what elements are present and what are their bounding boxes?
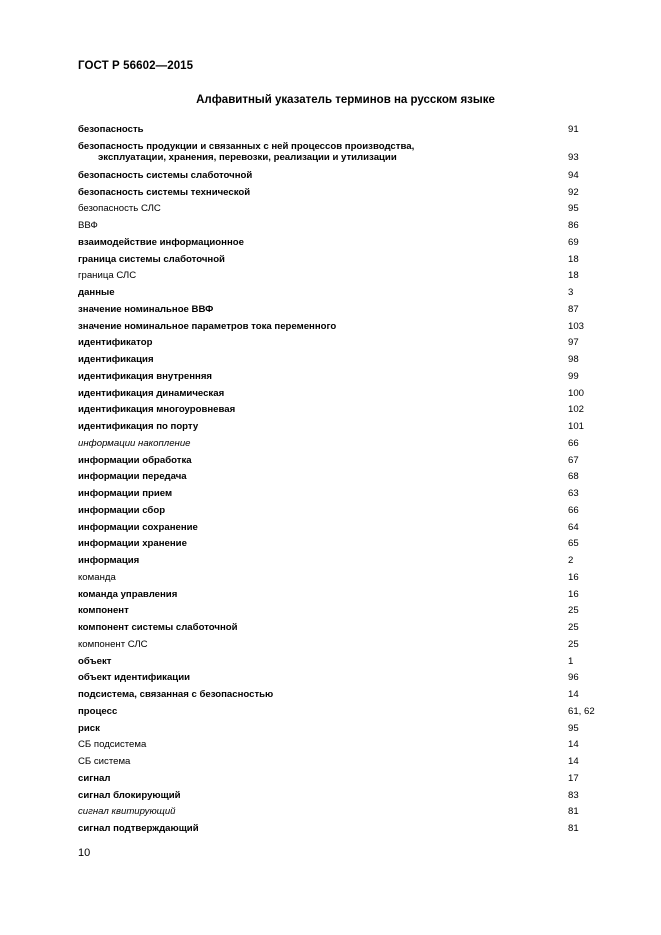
index-page-ref: 87 (568, 303, 579, 315)
index-entry (78, 553, 608, 570)
index-term-text: информации сохранение (78, 521, 198, 533)
index-page-ref: 102 (568, 404, 585, 416)
index-term (78, 723, 558, 735)
index-page-ref: 61, 62 (568, 705, 595, 717)
index-entry (78, 469, 608, 486)
index-entry (78, 737, 608, 754)
index-term-text: безопасность СЛС (78, 203, 161, 215)
index-term-text: безопасность (78, 124, 144, 135)
index-page-ref: 14 (568, 756, 579, 767)
index-term (78, 572, 558, 584)
index-term-text: безопасность системы слаботочной (78, 169, 253, 181)
index-entry (78, 654, 608, 671)
index-entry (78, 603, 608, 620)
index-entry (78, 302, 608, 319)
index-page-ref: 81 (568, 823, 579, 834)
index-term (78, 388, 558, 400)
index-term (78, 488, 558, 500)
index-term-text: информации прием (78, 488, 173, 499)
index-term-text: сигнал блокирующий (78, 789, 181, 801)
index-term-text: идентификация по порту (78, 421, 199, 432)
index-term (78, 287, 558, 299)
index-term-text: значение номинальное параметров тока переменного (78, 320, 337, 332)
index-entry (78, 788, 608, 805)
index-term (78, 522, 558, 534)
index-entry (78, 402, 608, 419)
index-page-ref: 100 (568, 387, 585, 399)
index-term-text: граница системы слаботочной (78, 253, 225, 265)
index-term-text: идентификатор (78, 337, 153, 349)
index-term (78, 354, 558, 366)
index-term-text-continuation: эксплуатации, хранения, перевозки, реализации и утилизации (98, 152, 397, 164)
index-term-text: взаимодействие информационное (78, 236, 244, 248)
index-page-ref: 95 (568, 722, 579, 734)
index-page-ref: 25 (568, 638, 579, 650)
index-term (78, 203, 558, 215)
index-term (78, 455, 558, 467)
index-page-ref: 64 (568, 521, 579, 533)
index-term (78, 124, 558, 136)
index-entry (78, 319, 608, 336)
index-term-text: информации хранение (78, 538, 187, 550)
index-term-text: команда (78, 571, 116, 583)
index-term-text: объект (78, 655, 112, 667)
index-term-text: процесс (78, 705, 118, 717)
index-page-ref: 18 (568, 270, 579, 282)
index-entry (78, 620, 608, 637)
index-term-text: СБ подсистема (78, 739, 147, 751)
index-page-ref: 101 (568, 421, 585, 432)
index-term-text: СБ система (78, 756, 131, 767)
index-page-ref: 103 (568, 320, 585, 332)
index-term (78, 254, 558, 266)
index-page-ref: 93 (568, 152, 579, 164)
index-term (78, 823, 558, 835)
page-number: 10 (78, 847, 91, 859)
index-term (78, 404, 558, 416)
index-term-text: сигнал (78, 772, 111, 784)
index-page-ref: 95 (568, 203, 579, 215)
index-entry (78, 369, 608, 386)
index-term-text: информация (78, 555, 140, 566)
index-term (78, 672, 558, 684)
index-term (78, 538, 558, 550)
index-page-ref: 81 (568, 806, 579, 818)
index-page-ref: 65 (568, 538, 579, 550)
index-term (78, 689, 558, 701)
term-index-list (78, 122, 608, 838)
index-term (78, 438, 558, 450)
index-entry (78, 721, 608, 738)
index-term (78, 773, 558, 785)
index-term (78, 304, 558, 316)
index-term-text: идентификация внутренняя (78, 370, 213, 382)
index-entry (78, 587, 608, 604)
index-term (78, 739, 558, 751)
index-term-text: компонент системы слаботочной (78, 622, 238, 633)
index-page-ref: 86 (568, 220, 579, 231)
index-page-ref: 92 (568, 186, 579, 198)
index-term (78, 555, 558, 567)
index-term (78, 605, 558, 617)
index-page-ref: 91 (568, 124, 579, 135)
index-term (78, 706, 558, 718)
index-term-text: сигнал квитирующий (78, 806, 176, 818)
index-page-ref: 25 (568, 622, 579, 633)
index-term (78, 421, 558, 433)
index-term (78, 187, 558, 199)
index-page-ref: 66 (568, 504, 579, 516)
index-term-text: информации накопление (78, 437, 191, 449)
index-entry (78, 419, 608, 436)
index-term-text: данные (78, 287, 115, 298)
index-term (78, 656, 558, 668)
index-entry (78, 804, 608, 821)
index-entry (78, 536, 608, 553)
index-term-text: риск (78, 722, 100, 734)
index-page-ref: 3 (568, 287, 574, 298)
index-term-text: идентификация многоуровневая (78, 404, 236, 416)
index-term-text: безопасность продукции и связанных с ней процессов производства, (78, 140, 415, 152)
index-page-ref: 18 (568, 253, 579, 265)
index-page-ref: 96 (568, 672, 579, 684)
index-entry (78, 252, 608, 269)
index-term-text: информации обработка (78, 454, 192, 466)
index-page-ref: 69 (568, 236, 579, 248)
index-term-text: граница СЛС (78, 270, 137, 282)
index-term-text: компонент (78, 605, 129, 617)
index-page-ref: 14 (568, 689, 579, 700)
index-page-ref: 68 (568, 471, 579, 483)
index-entry (78, 821, 608, 838)
index-entry (78, 268, 608, 285)
index-page-ref: 1 (568, 655, 574, 667)
index-term-text: безопасность системы технической (78, 186, 251, 198)
index-term-text: компонент СЛС (78, 638, 148, 650)
index-entry (78, 704, 608, 721)
index-page-ref: 16 (568, 588, 579, 600)
index-entry (78, 218, 608, 235)
index-entry (78, 570, 608, 587)
index-page-ref: 94 (568, 169, 579, 181)
index-term (78, 790, 558, 802)
index-term (78, 321, 558, 333)
index-term (78, 270, 558, 282)
index-page-ref: 83 (568, 789, 579, 801)
index-entry (78, 168, 608, 185)
index-entry (78, 486, 608, 503)
index-title: Алфавитный указатель терминов на русском языке (196, 94, 495, 106)
index-term-text: значение номинальное ВВФ (78, 303, 214, 315)
index-term (78, 170, 558, 182)
index-entry (78, 285, 608, 302)
index-entry (78, 754, 608, 771)
index-entry (78, 352, 608, 369)
index-entry (78, 122, 608, 139)
index-entry (78, 139, 608, 168)
index-entry (78, 235, 608, 252)
index-entry (78, 436, 608, 453)
index-page-ref: 98 (568, 354, 579, 365)
index-term-text: сигнал подтверждающий (78, 823, 199, 834)
index-term-text: команда управления (78, 588, 178, 600)
index-term-text: ВВФ (78, 220, 98, 231)
index-page-ref: 14 (568, 739, 579, 751)
index-term-text: информации передача (78, 471, 187, 483)
index-term (78, 589, 558, 601)
index-term-text: подсистема, связанная с безопасностью (78, 689, 274, 700)
index-entry (78, 201, 608, 218)
index-page-ref: 67 (568, 454, 579, 466)
index-term (78, 622, 558, 634)
index-page-ref: 63 (568, 488, 579, 499)
index-entry (78, 520, 608, 537)
index-term-text: объект идентификации (78, 672, 190, 684)
index-term (78, 220, 558, 232)
index-term (78, 471, 558, 483)
index-term-text: идентификация (78, 354, 154, 365)
index-page-ref: 25 (568, 605, 579, 617)
index-term (78, 141, 558, 164)
index-term (78, 337, 558, 349)
index-term (78, 756, 558, 768)
index-term (78, 806, 558, 818)
index-entry (78, 335, 608, 352)
index-entry (78, 771, 608, 788)
index-page-ref: 99 (568, 370, 579, 382)
index-term (78, 505, 558, 517)
index-entry (78, 386, 608, 403)
index-entry (78, 453, 608, 470)
index-entry (78, 637, 608, 654)
index-term (78, 371, 558, 383)
index-entry (78, 687, 608, 704)
index-term-text: идентификация динамическая (78, 387, 225, 399)
index-entry (78, 185, 608, 202)
index-term-text: информации сбор (78, 504, 166, 516)
index-page-ref: 97 (568, 337, 579, 349)
index-entry (78, 503, 608, 520)
index-page-ref: 2 (568, 555, 574, 566)
index-entry (78, 670, 608, 687)
index-term (78, 237, 558, 249)
index-page-ref: 16 (568, 571, 579, 583)
index-page-ref: 17 (568, 772, 579, 784)
index-term (78, 639, 558, 651)
document-code: ГОСТ Р 56602—2015 (78, 60, 194, 72)
index-page-ref: 66 (568, 437, 579, 449)
